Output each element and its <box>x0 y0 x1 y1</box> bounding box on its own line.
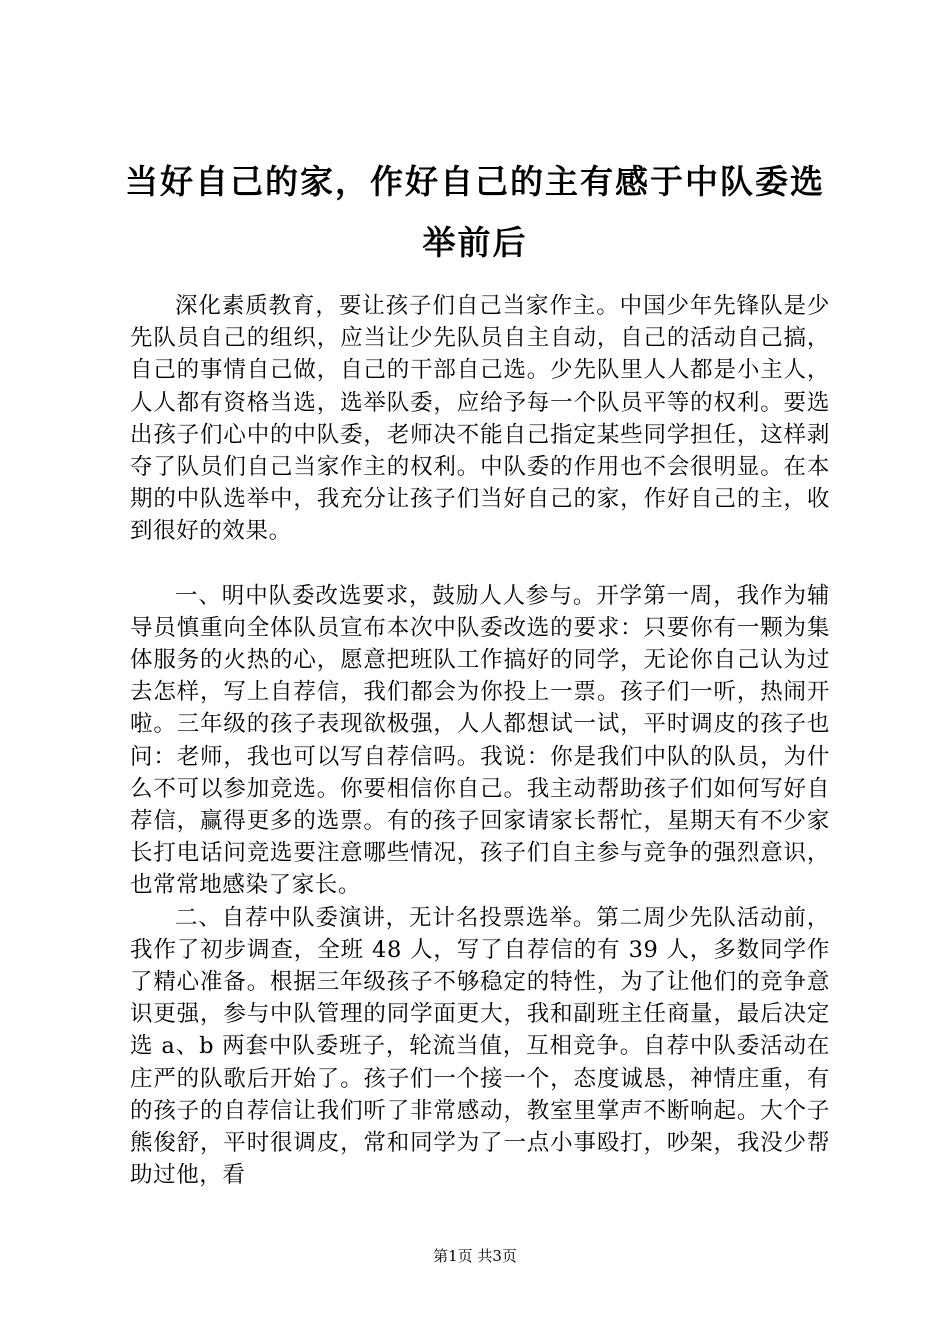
paragraph-intro: 深化素质教育，要让孩子们自己当家作主。中国少年先锋队是少先队员自己的组织，应当让少先队员自主自动，自己的活动自己搞，自己的事情自己做，自己的干部自己选。少先队里人人都是小主人，人人都有资格当选，选举队委，应给予每一个队员平等的权利。要选出孩子们心中的中队委，老师决不能自己指定某些同学担任，这样剥夺了队员们自己当家作主的权利。中队委的作用也不会很明显。在本期的中队选举中，我充分让孩子们当好自己的家，作好自己的主，收到很好的效果。 <box>130 293 830 545</box>
document-title-line-2: 举前后 <box>422 223 528 262</box>
paragraph-section-2: 二、自荐中队委演讲，无计名投票选举。第二周少先队活动前，我作了初步调查，全班 48 人，写了自荐信的有 39 人，多数同学作了精心准备。根据三年级孩子不够稳定的特性，为了让他们的竞争意识更强，参与中队管理的同学面更大，我和副班主任商量，最后决定选 a、b 两套中队委班子，轮流当值，互相竞争。自荐中队委活动在庄严的队歌后开始了。孩子们一个接一个，态度诚恳，神情庄重，有的孩子的自荐信让我们听了非常感动，教室里掌声不断响起。大个子熊俊舒，平时很调皮，常和同学为了一点小事殴打，吵架，我没少帮助过他，看 <box>130 904 830 1189</box>
document-body <box>130 290 830 1191</box>
page-footer: 第1页 共3页 <box>433 1247 517 1265</box>
paragraph-section-1: 一、明中队委改选要求，鼓励人人参与。开学第一周，我作为辅导员慎重向全体队员宣布本次中队委改选的要求：只要你有一颗为集体服务的火热的心，愿意把班队工作搞好的同学，无论你自己认为过去怎样，写上自荐信，我们都会为你投上一票。孩子们一听，热闹开啦。三年级的孩子表现欲极强，人人都想试一试，平时调皮的孩子也问：老师，我也可以写自荐信吗。我说：你是我们中队的队员，为什么不可以参加竞选。你要相信你自己。我主动帮助孩子们如何写好自荐信，赢得更多的选票。有的孩子回家请家长帮忙，星期天有不少家长打电话问竞选要注意哪些情况，孩子们自主参与竞争的强烈意识，也常常地感染了家长。 <box>130 582 830 899</box>
document-title-line-1: 当好自己的家，作好自己的主有感于中队委选 <box>125 162 825 201</box>
paragraph-gap <box>130 548 830 580</box>
